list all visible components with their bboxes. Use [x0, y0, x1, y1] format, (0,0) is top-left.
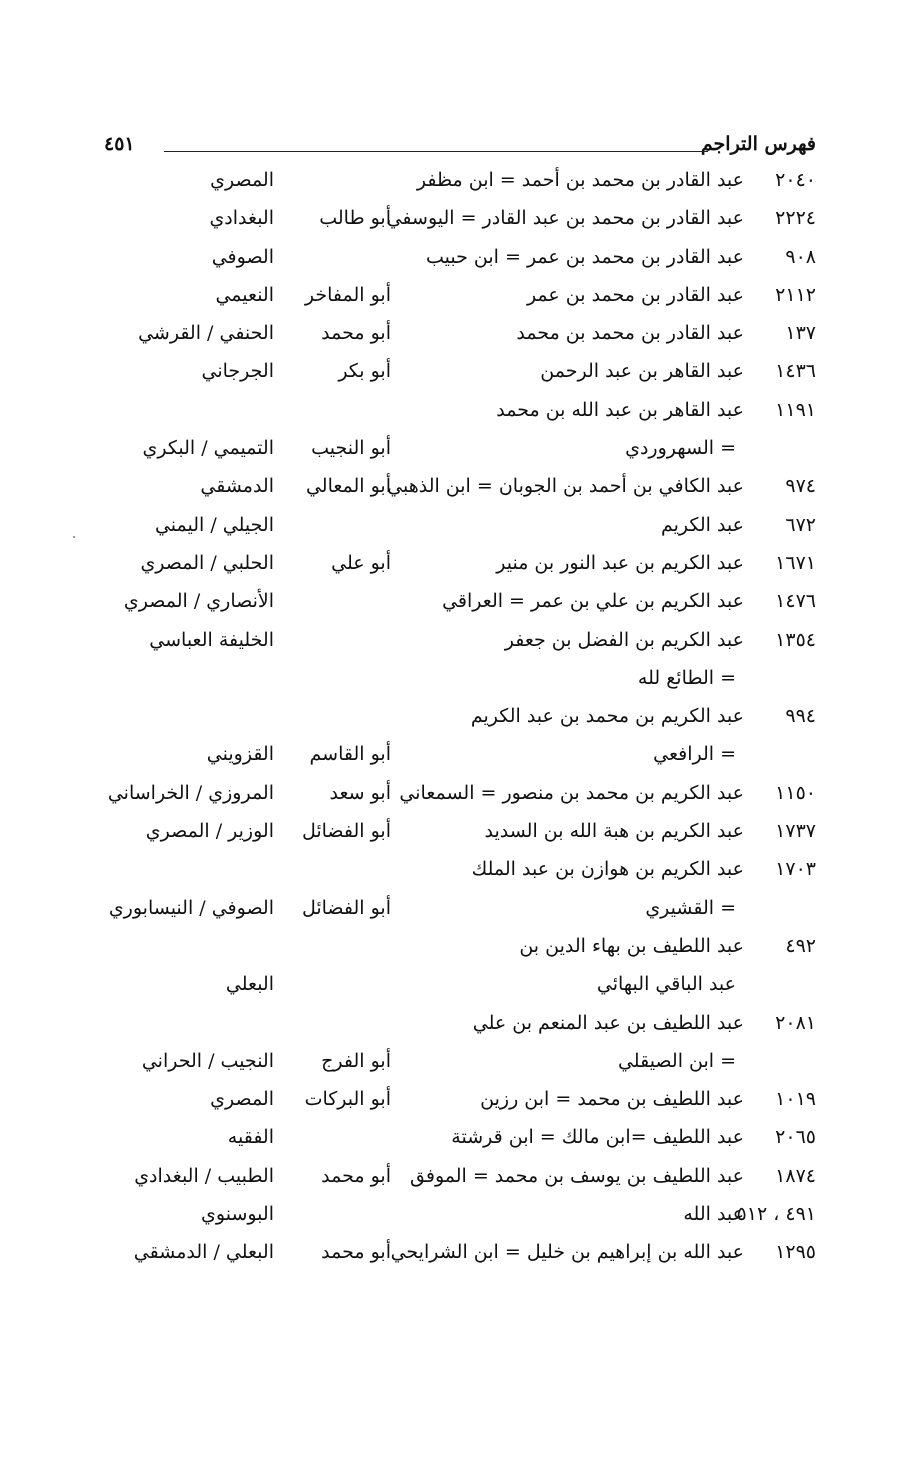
entry-number: ١٤٣٦: [775, 360, 816, 383]
index-entry: [0, 238, 921, 276]
index-entry: [0, 352, 921, 390]
entry-number: ١٤٧٦: [775, 590, 816, 613]
page-header: [104, 131, 816, 161]
index-entry: [0, 812, 921, 850]
index-entry: [0, 199, 921, 237]
entry-kunya: أبو محمد: [321, 322, 391, 345]
entry-name: عبد القادر بن محمد بن عمر = ابن حبيب: [426, 245, 744, 268]
entry-nisba: الجيلي / اليمني: [154, 513, 274, 536]
index-entry: [0, 506, 921, 544]
index-entry: [0, 314, 921, 352]
entry-number: ١٧٣٧: [775, 820, 816, 843]
entry-number: ١٧٠٣: [775, 858, 816, 881]
page-number: ٤٥١: [104, 133, 135, 155]
index-entry: [0, 965, 921, 1003]
header-rule: [164, 151, 708, 152]
entry-nisba: المصري: [210, 169, 274, 191]
entry-name: عبد الله: [683, 1203, 744, 1226]
index-entry: [0, 697, 921, 735]
entry-nisba: القزويني: [206, 743, 274, 766]
index-entry: [0, 927, 921, 965]
index-entry: [0, 161, 921, 199]
entry-kunya: أبو محمد: [321, 1164, 391, 1187]
entry-number: ٢٠٦٥: [775, 1126, 816, 1149]
index-entries: [0, 161, 921, 1272]
entry-name: = الطائع لله: [637, 666, 736, 689]
entry-kunya: أبو المعالي: [305, 475, 391, 498]
entry-name: عبد اللطيف بن محمد = ابن رزين: [480, 1088, 744, 1111]
entry-name: عبد اللطيف بن عبد المنعم بن علي: [472, 1011, 744, 1034]
index-entry: [0, 735, 921, 773]
entry-nisba: الوزير / المصري: [145, 820, 274, 843]
entry-number: ٩٧٤: [785, 475, 816, 498]
entry-nisba: البوسنوي: [201, 1203, 274, 1226]
entry-number: ١٢٩٥: [775, 1241, 816, 1264]
index-entry: [0, 429, 921, 467]
scan-speck: [73, 536, 75, 538]
entry-name: = القشيري: [645, 896, 736, 919]
index-entry: [0, 1195, 921, 1233]
index-entry: [0, 850, 921, 888]
entry-name: = السهروردي: [625, 437, 736, 460]
entry-number: ٩٩٤: [785, 705, 816, 728]
entry-nisba: النعيمي: [215, 283, 274, 306]
entry-name: عبد الكريم بن هبة الله بن السديد: [484, 820, 744, 843]
entry-name: عبد القادر بن محمد بن عبد القادر = اليوسفي: [386, 207, 744, 230]
entry-kunya: أبو الفرج: [321, 1049, 391, 1072]
entry-number: ١٦٧١: [775, 551, 816, 574]
entry-nisba: الجرجاني: [201, 360, 274, 383]
entry-nisba: المصري: [210, 1088, 274, 1111]
entry-number: ١١٩١: [775, 398, 816, 421]
entry-kunya: أبو علي: [331, 551, 391, 574]
entry-number: ١٣٧: [785, 322, 816, 345]
entry-kunya: أبو بكر: [338, 360, 391, 383]
index-entry: [0, 1080, 921, 1118]
entry-number: ١١٥٠: [775, 781, 816, 804]
entry-number: ٢١١٢: [775, 283, 816, 306]
entry-kunya: أبو النجيب: [311, 437, 391, 460]
index-entry: [0, 544, 921, 582]
entry-name: = الرافعي: [653, 743, 736, 766]
entry-number: ٤٩٢: [785, 934, 816, 957]
entry-number: ٢٢٢٤: [775, 207, 816, 230]
entry-number: ٢٠٤٠: [775, 169, 816, 191]
entry-kunya: أبو سعد: [329, 781, 391, 804]
entry-kunya: أبو محمد: [321, 1241, 391, 1264]
entry-nisba: الأنصاري / المصري: [123, 590, 274, 613]
entry-number: ٩٠٨: [785, 245, 816, 268]
index-entry: [0, 276, 921, 314]
entry-nisba: الخليفة العباسي: [149, 628, 274, 651]
entry-nisba: النجيب / الحراني: [141, 1049, 274, 1072]
index-entry: [0, 582, 921, 620]
entry-nisba: التميمي / البكري: [142, 437, 274, 460]
entry-name: عبد القاهر بن عبد الله بن محمد: [496, 398, 744, 421]
entry-kunya: أبو الفضائل: [301, 820, 391, 843]
entry-nisba: البغدادي: [209, 207, 274, 230]
entry-name: عبد الكريم بن الفضل بن جعفر: [504, 628, 744, 651]
entry-nisba: الصوفي: [211, 245, 274, 268]
entry-nisba: الحلبي / المصري: [140, 551, 274, 574]
entry-nisba: الطبيب / البغدادي: [134, 1164, 274, 1187]
entry-name: عبد القادر بن محمد بن أحمد = ابن مظفر: [416, 169, 744, 191]
entry-number: ١٠١٩: [775, 1088, 816, 1111]
entry-name: عبد الكريم بن هوازن بن عبد الملك: [471, 858, 744, 881]
index-entry: [0, 889, 921, 927]
entry-name: عبد الكافي بن أحمد بن الجوبان = ابن الذهبي: [387, 475, 744, 498]
index-entry: [0, 1233, 921, 1271]
entry-nisba: المروزي / الخراساني: [107, 781, 274, 804]
entry-name: عبد الكريم بن عبد النور بن منير: [496, 551, 744, 574]
entry-nisba: البعلي / الدمشقي: [133, 1241, 274, 1264]
index-entry: [0, 621, 921, 659]
entry-nisba: الدمشقي: [200, 475, 274, 498]
index-entry: [0, 1004, 921, 1042]
entry-name: عبد الكريم بن علي بن عمر = العراقي: [442, 590, 744, 613]
index-entry: [0, 467, 921, 505]
entry-number: ٢٠٨١: [775, 1011, 816, 1034]
entry-name: عبد الكريم بن محمد بن منصور = السمعاني: [399, 781, 744, 804]
entry-name: عبد الله بن إبراهيم بن خليل = ابن الشرايحي: [390, 1241, 744, 1264]
entry-name: عبد الكريم: [660, 513, 744, 536]
entry-name: عبد اللطيف =ابن مالك = ابن قرشتة: [451, 1126, 744, 1149]
entry-nisba: الفقيه: [227, 1126, 274, 1149]
entry-name: = ابن الصيقلي: [617, 1049, 736, 1072]
entry-nisba: البعلي: [225, 973, 274, 996]
entry-name: عبد القادر بن محمد بن محمد: [516, 322, 744, 345]
entry-name: عبد اللطيف بن يوسف بن محمد = الموفق: [410, 1164, 744, 1187]
index-entry: [0, 1118, 921, 1156]
entry-number: ١٨٧٤: [775, 1164, 816, 1187]
entry-kunya: أبو طالب: [319, 207, 391, 230]
entry-number: ٦٧٢: [785, 513, 816, 536]
index-entry: [0, 659, 921, 697]
entry-nisba: الصوفي / النيسابوري: [108, 896, 274, 919]
entry-kunya: أبو البركات: [304, 1088, 391, 1111]
entry-name: عبد القادر بن محمد بن عمر: [526, 283, 744, 306]
index-entry: [0, 1157, 921, 1195]
entry-kunya: أبو المفاخر: [304, 283, 391, 306]
entry-kunya: أبو الفضائل: [301, 896, 391, 919]
entry-kunya: أبو القاسم: [309, 743, 391, 766]
index-entry: [0, 1042, 921, 1080]
index-entry: [0, 774, 921, 812]
entry-nisba: الحنفي / القرشي: [138, 322, 274, 345]
entry-name: عبد القاهر بن عبد الرحمن: [540, 360, 744, 383]
running-title: فهرس التراجم: [700, 133, 816, 155]
entry-name: عبد الكريم بن محمد بن عبد الكريم: [470, 705, 744, 728]
entry-number: ١٣٥٤: [775, 628, 816, 651]
index-entry: [0, 391, 921, 429]
entry-name: عبد الباقي البهائي: [596, 973, 736, 996]
entry-number: ٤٩١ ، ٥١٢: [736, 1203, 816, 1226]
entry-name: عبد اللطيف بن بهاء الدين بن: [519, 934, 744, 957]
